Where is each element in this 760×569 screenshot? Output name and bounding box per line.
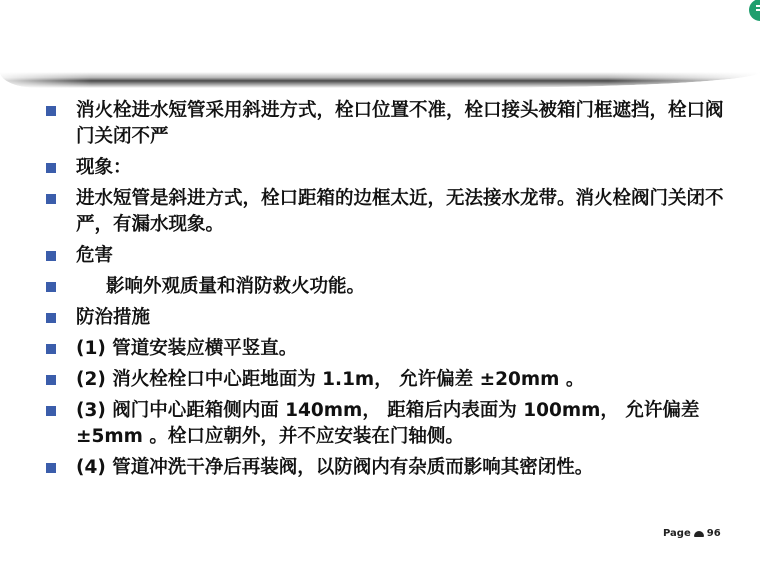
list-item (46, 305, 726, 331)
page-number: 96 (706, 528, 721, 539)
item-text: 现象： (76, 157, 132, 178)
square-bullet-icon (46, 375, 56, 385)
square-bullet-icon (46, 194, 56, 204)
square-bullet-icon (46, 282, 56, 292)
square-bullet-icon (46, 251, 56, 261)
logo-line (756, 5, 760, 7)
square-bullet-icon (46, 406, 56, 416)
list-item (46, 155, 726, 181)
square-bullet-icon (46, 463, 56, 473)
list-item (46, 455, 726, 481)
item-text: (1) 管道安装应横平竖直。 (76, 338, 298, 359)
logo-line (756, 9, 760, 11)
list-item (46, 367, 726, 393)
item-text: 防治措施 (76, 307, 151, 328)
list-item (46, 186, 726, 238)
page-footer (663, 528, 721, 539)
corner-logo-icon (749, 0, 760, 21)
header-divider (0, 72, 760, 88)
item-text: (4) 管道冲洗干净后再装阀，以防阀内有杂质而影响其密闭性。 (76, 457, 594, 478)
item-text: 危害 (76, 245, 114, 266)
list-item (46, 398, 726, 450)
item-text: (2) 消火栓栓口中心距地面为 1.1m， 允许偏差 ±20mm 。 (76, 369, 585, 390)
square-bullet-icon (46, 106, 56, 116)
page-separator-icon (694, 531, 704, 537)
square-bullet-icon (46, 163, 56, 173)
bullet-list (46, 98, 726, 486)
item-text: 消火栓进水短管采用斜进方式，栓口位置不准，栓口接头被箱门框遮挡，栓口阀门关闭不严 (76, 100, 724, 147)
item-text: (3) 阀门中心距箱侧内面 140mm， 距箱后内表面为 100mm， 允许偏差 ±5mm 。栓口应朝外，并不应安装在门轴侧。 (76, 400, 700, 447)
item-text: 进水短管是斜进方式，栓口距箱的边框太近，无法接水龙带。消火栓阀门关闭不严，有漏水现象。 (76, 188, 724, 235)
page-label: Page (663, 528, 691, 539)
square-bullet-icon (46, 344, 56, 354)
list-item (46, 274, 726, 300)
square-bullet-icon (46, 313, 56, 323)
list-item (46, 98, 726, 150)
list-item (46, 336, 726, 362)
item-text: 影响外观质量和消防救火功能。 (106, 276, 366, 297)
list-item (46, 243, 726, 269)
